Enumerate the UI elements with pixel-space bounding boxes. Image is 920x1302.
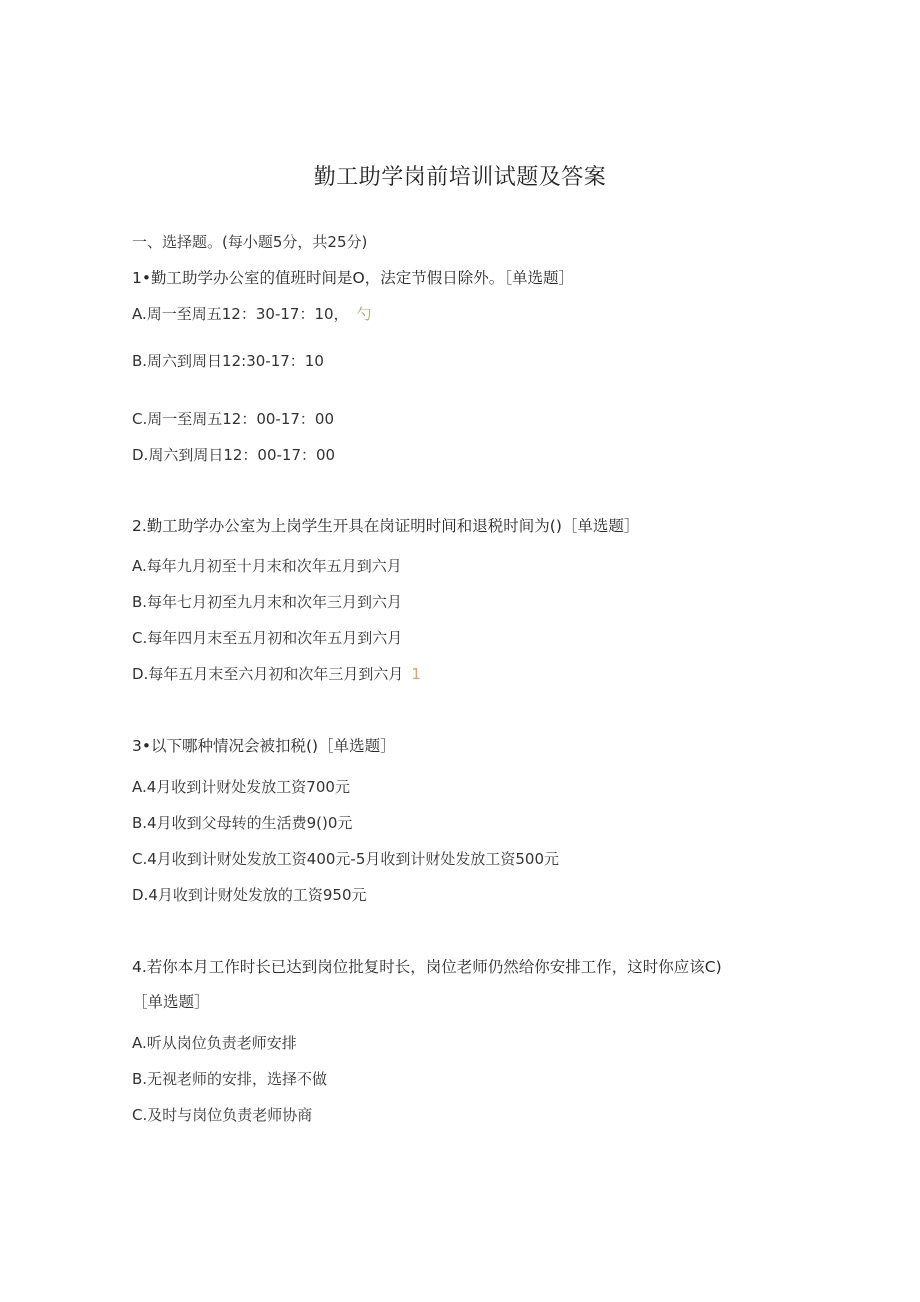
- question-3-option-c: C.4月收到计财处发放工资400元-5月收到计财处发放工资500元: [132, 850, 560, 868]
- question-2-option-d: [132, 664, 421, 684]
- option-text: A.周一至周五12：30-17：10，: [132, 305, 349, 323]
- question-2-option-b: B.每年七月初至九月末和次年三月到六月: [132, 593, 403, 611]
- question-4-option-a: A.听从岗位负责老师安排: [132, 1034, 297, 1052]
- question-1-option-c: C.周一至周五12：00-17：00: [132, 410, 335, 428]
- question-2-stem: 2.勤工助学办公室为上岗学生开具在岗证明时间和退税时间为()［单选题］: [132, 517, 640, 535]
- question-3-option-a: A.4月收到计财处发放工资700元: [132, 778, 350, 796]
- question-2-option-a: A.每年九月初至十月末和次年五月到六月: [132, 557, 402, 575]
- option-text: D.每年五月末至六月初和次年三月到六月: [132, 665, 404, 683]
- question-1-stem: 1•勤工助学办公室的值班时间是O，法定节假日除外。［单选题］: [132, 269, 574, 287]
- question-1-option-d: D.周六到周日12：00-17：00: [132, 446, 336, 464]
- question-3-option-d: D.4月收到计财处发放的工资950元: [132, 886, 367, 904]
- handwritten-mark: 1: [411, 665, 421, 683]
- question-2-option-c: C.每年四月末至五月初和次年五月到六月: [132, 629, 403, 647]
- question-3-option-b: B.4月收到父母转的生活费9()0元: [132, 814, 353, 832]
- question-1-option-b: B.周六到周日12:30-17：10: [132, 352, 324, 370]
- section-heading: 一、选择题。(每小题5分，共25分): [132, 233, 368, 251]
- question-3-stem: 3•以下哪种情况会被扣税()［单选题］: [132, 737, 396, 755]
- question-4-stem-continued: ［单选题］: [132, 993, 210, 1011]
- question-4-option-b: B.无视老师的安排，选择不做: [132, 1070, 328, 1088]
- question-4-stem: 4.若你本月工作时长已达到岗位批复时长，岗位老师仍然给你安排工作，这时你应该C): [132, 958, 722, 976]
- handwritten-mark: 勺: [356, 305, 372, 323]
- question-1-option-a: [132, 304, 372, 324]
- document-title: 勤工助学岗前培训试题及答案: [313, 165, 607, 190]
- question-4-option-c: C.及时与岗位负责老师协商: [132, 1106, 313, 1124]
